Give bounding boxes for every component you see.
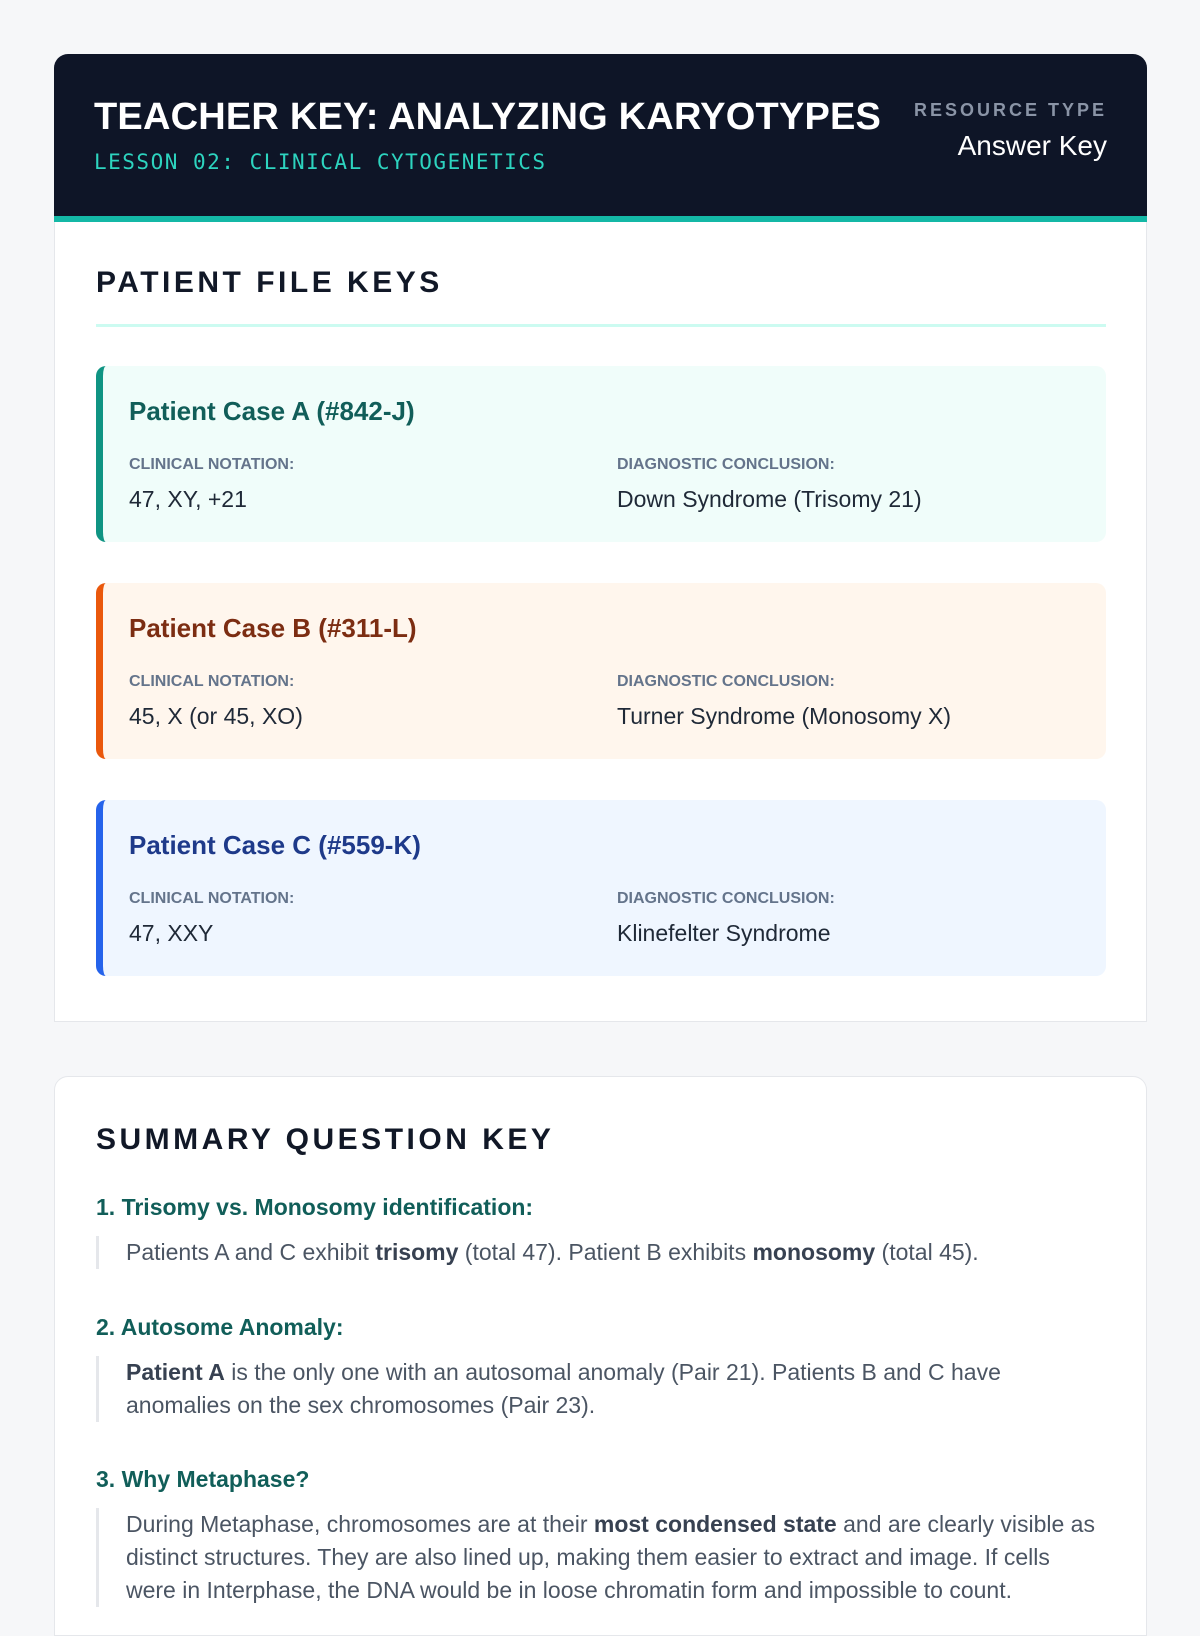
notation-field [129, 890, 294, 947]
notation-label: CLINICAL NOTATION: [129, 673, 295, 690]
answer-text: and are clearly visible as distinct structures. They are also lined up, making them easier to extract and image. If cells were in Interphase, the DNA would be in loose chromatin form and impossible to count. [126, 1511, 1095, 1603]
answer-text: During Metaphase, chromosomes are at their [126, 1511, 594, 1537]
patient-file-keys-section [54, 222, 1147, 1022]
conclusion-value: Klinefelter Syndrome [617, 920, 831, 946]
conclusion-field [617, 456, 922, 513]
lesson-subtitle: LESSON 02: CLINICAL CYTOGENETICS [94, 150, 547, 174]
notation-field [129, 673, 303, 730]
conclusion-value: Turner Syndrome (Monosomy X) [617, 703, 952, 729]
question-answer [96, 1508, 1096, 1607]
answer-emphasis: monosomy [752, 1239, 876, 1265]
summary-question-key-section [54, 1076, 1147, 1636]
document [54, 54, 1147, 1022]
section-divider [96, 324, 1106, 327]
case-title: Patient Case A (#842-J) [129, 396, 415, 426]
conclusion-field [617, 890, 835, 947]
patient-case-card-a [96, 366, 1106, 542]
case-title: Patient Case B (#311-L) [129, 613, 417, 643]
notation-value: 47, XXY [129, 920, 214, 946]
patient-case-card-b [96, 583, 1106, 759]
question-item [96, 1194, 1096, 1269]
answer-text: (total 47). Patient B exhibits [458, 1239, 753, 1265]
resource-type-label: RESOURCE TYPE [913, 100, 1107, 120]
conclusion-label: DIAGNOSTIC CONCLUSION: [617, 456, 835, 473]
conclusion-field [617, 673, 951, 730]
question-item [96, 1466, 1096, 1607]
question-answer [96, 1356, 1096, 1422]
notation-value: 45, X (or 45, XO) [129, 703, 303, 729]
answer-emphasis: most condensed state [593, 1511, 837, 1537]
question-title: 1. Trisomy vs. Monosomy identification: [96, 1194, 534, 1220]
question-answer [96, 1236, 1096, 1269]
conclusion-label: DIAGNOSTIC CONCLUSION: [617, 673, 835, 690]
page-title: TEACHER KEY: ANALYZING KARYOTYPES [94, 96, 882, 138]
notation-field [129, 456, 294, 513]
answer-text: is the only one with an autosomal anomaly (Pair 21). Patients B and C have anomalies on the sex chromosomes (Pair 23). [126, 1359, 1001, 1418]
case-title: Patient Case C (#559-K) [129, 830, 421, 860]
patient-case-card-c [96, 800, 1106, 976]
notation-label: CLINICAL NOTATION: [129, 890, 295, 907]
notation-value: 47, XY, +21 [129, 486, 247, 512]
question-item [96, 1314, 1096, 1422]
resource-type-value: Answer Key [957, 130, 1107, 161]
answer-emphasis: trisomy [375, 1239, 459, 1265]
header-banner [54, 54, 1147, 222]
notation-label: CLINICAL NOTATION: [129, 456, 295, 473]
conclusion-label: DIAGNOSTIC CONCLUSION: [617, 890, 835, 907]
section-title: PATIENT FILE KEYS [96, 266, 443, 299]
resource-type-block [914, 100, 1107, 162]
answer-text: (total 45). [875, 1239, 979, 1265]
question-title: 2. Autosome Anomaly: [96, 1314, 344, 1340]
section-title: SUMMARY QUESTION KEY [96, 1123, 555, 1156]
question-title: 3. Why Metaphase? [96, 1466, 310, 1492]
conclusion-value: Down Syndrome (Trisomy 21) [617, 486, 922, 512]
answer-emphasis: Patient A [126, 1359, 225, 1385]
answer-text: Patients A and C exhibit [126, 1239, 376, 1265]
